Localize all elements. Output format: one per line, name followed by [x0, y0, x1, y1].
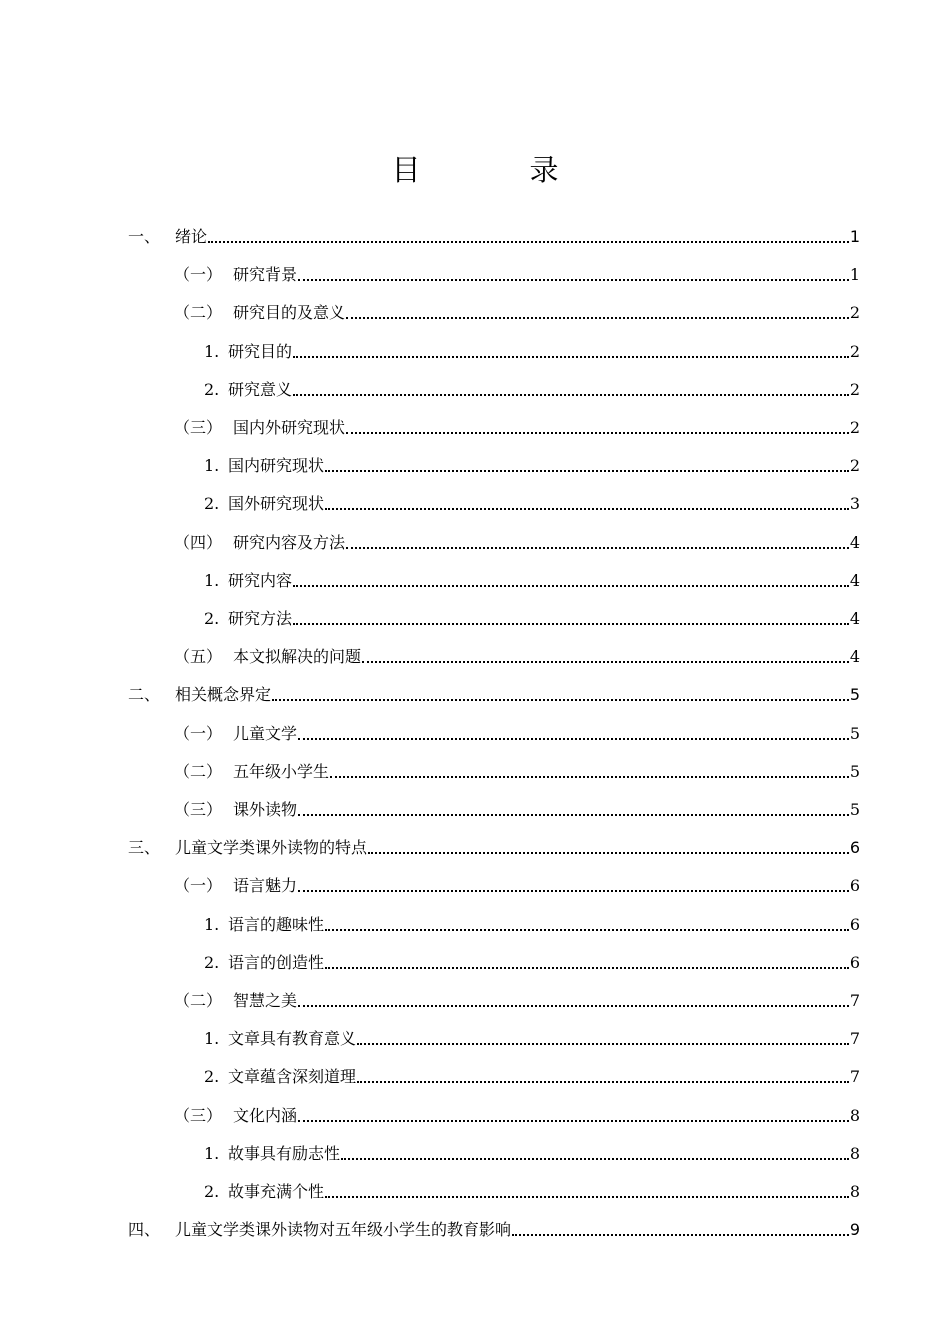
toc-dot-leader — [362, 661, 849, 663]
toc-entry-number: 四、 — [128, 1220, 161, 1240]
toc-entry-text: 故事具有励志性 — [228, 1143, 341, 1163]
toc-entry-level-2[interactable] — [174, 638, 860, 676]
toc-dot-leader — [346, 547, 849, 549]
toc-dot-leader — [325, 508, 849, 510]
toc-entry-number: 1. — [204, 1029, 220, 1049]
toc-entry-level-3[interactable] — [204, 1020, 860, 1058]
toc-entry-number: （一） — [174, 265, 223, 285]
toc-entry-number: 2. — [204, 952, 220, 972]
toc-entry-page-number: 3 — [849, 494, 860, 514]
toc-entry-page-number: 1 — [849, 227, 860, 246]
toc-entry-level-2[interactable] — [174, 867, 860, 905]
toc-entry-number: 1. — [204, 570, 220, 590]
toc-entry-level-3[interactable] — [204, 1135, 860, 1173]
toc-entry-number: （二） — [174, 991, 223, 1010]
toc-dot-leader — [325, 929, 849, 931]
toc-entry-page-number: 5 — [849, 685, 860, 705]
toc-entry-number: 1. — [204, 914, 220, 934]
toc-entry-level-2[interactable] — [174, 982, 860, 1020]
toc-entry-page-number: 6 — [849, 952, 860, 972]
toc-entry-text: 文化内涵 — [233, 1105, 298, 1125]
toc-entry-text: 语言魅力 — [233, 876, 298, 896]
toc-entry-level-3[interactable] — [204, 1058, 860, 1096]
toc-entry-level-3[interactable] — [204, 562, 860, 600]
toc-dot-leader — [325, 470, 849, 472]
toc-dot-leader — [368, 852, 849, 854]
toc-entry-level-2[interactable] — [174, 715, 860, 753]
toc-dot-leader — [346, 432, 849, 434]
toc-entry-text: 课外读物 — [233, 800, 298, 819]
toc-entry-number: 三、 — [128, 838, 161, 858]
toc-entry-number: （二） — [174, 303, 223, 323]
toc-entry-number: 1. — [204, 341, 220, 361]
toc-entry-text: 儿童文学类课外读物对五年级小学生的教育影响 — [175, 1220, 512, 1240]
toc-dot-leader — [272, 699, 849, 701]
toc-entry-text: 文章具有教育意义 — [228, 1029, 357, 1049]
toc-entry-number: （一） — [174, 723, 223, 743]
toc-entry-page-number: 8 — [849, 1143, 860, 1163]
toc-entry-page-number: 7 — [849, 991, 860, 1010]
toc-dot-leader — [512, 1234, 849, 1236]
toc-entry-text: 文章蕴含深刻道理 — [228, 1067, 357, 1087]
toc-dot-leader — [346, 317, 849, 319]
toc-entry-level-1[interactable] — [128, 1211, 860, 1249]
toc-entry-level-3[interactable] — [204, 333, 860, 371]
toc-entry-level-2[interactable] — [174, 409, 860, 447]
toc-entry-page-number: 6 — [849, 838, 860, 858]
toc-entry-number: （五） — [174, 647, 223, 667]
toc-entry-number: （四） — [174, 532, 223, 552]
toc-entry-level-2[interactable] — [174, 256, 860, 294]
toc-entry-level-2[interactable] — [174, 524, 860, 562]
toc-dot-leader — [298, 814, 849, 816]
toc-entry-text: 研究意义 — [228, 379, 293, 399]
toc-entry-level-1[interactable] — [128, 218, 860, 256]
toc-entry-page-number: 6 — [849, 876, 860, 896]
toc-entry-text: 五年级小学生 — [233, 761, 330, 781]
toc-dot-leader — [293, 623, 849, 625]
toc-dot-leader — [298, 738, 849, 740]
toc-entry-text: 研究目的 — [228, 341, 293, 361]
toc-dot-leader — [298, 890, 849, 892]
toc-dot-leader — [208, 241, 849, 243]
toc-entry-page-number: 6 — [849, 914, 860, 934]
toc-dot-leader — [298, 1120, 849, 1122]
toc-entry-page-number: 4 — [849, 647, 860, 667]
toc-entry-text: 语言的创造性 — [228, 952, 325, 972]
toc-entry-text: 国内研究现状 — [228, 456, 325, 476]
toc-entry-number: （三） — [174, 1105, 223, 1125]
toc-entry-text: 故事充满个性 — [228, 1182, 325, 1201]
toc-entry-page-number: 9 — [849, 1220, 860, 1240]
toc-dot-leader — [357, 1081, 849, 1083]
toc-entry-page-number: 8 — [849, 1105, 860, 1125]
toc-entry-text: 儿童文学类课外读物的特点 — [175, 838, 368, 858]
toc-entry-number: 1. — [204, 456, 220, 476]
toc-entry-number: （一） — [174, 876, 223, 896]
toc-entry-level-2[interactable] — [174, 294, 860, 332]
toc-dot-leader — [330, 776, 849, 778]
toc-entry-number: 2. — [204, 1182, 220, 1201]
toc-entry-page-number: 5 — [849, 723, 860, 743]
toc-entry-level-2[interactable] — [174, 1097, 860, 1135]
toc-entry-number: 2. — [204, 609, 220, 628]
toc-dot-leader — [298, 1005, 849, 1007]
toc-entry-number: 2. — [204, 1067, 220, 1087]
toc-entry-page-number: 5 — [849, 800, 860, 819]
toc-entry-text: 相关概念界定 — [175, 685, 272, 705]
toc-entry-text: 智慧之美 — [233, 991, 298, 1010]
toc-dot-leader — [325, 967, 849, 969]
toc-entry-text: 研究目的及意义 — [233, 303, 346, 323]
toc-entry-page-number: 7 — [849, 1067, 860, 1087]
toc-entry-level-3[interactable] — [204, 1173, 860, 1211]
toc-entry-level-3[interactable] — [204, 906, 860, 944]
toc-entry-level-1[interactable] — [128, 829, 860, 867]
toc-dot-leader — [341, 1158, 849, 1160]
toc-entry-page-number: 4 — [849, 532, 860, 552]
toc-entry-text: 国内外研究现状 — [233, 418, 346, 437]
toc-entry-text: 研究背景 — [233, 265, 298, 285]
toc-entry-page-number: 1 — [849, 265, 860, 285]
toc-entry-page-number: 4 — [849, 609, 860, 628]
toc-entry-text: 绪论 — [175, 227, 208, 246]
toc-entry-page-number: 2 — [849, 303, 860, 323]
toc-entry-level-3[interactable] — [204, 485, 860, 523]
toc-entry-level-2[interactable] — [174, 791, 860, 829]
toc-entry-page-number: 2 — [849, 341, 860, 361]
toc-entry-page-number: 7 — [849, 1029, 860, 1049]
toc-entry-number: （二） — [174, 761, 223, 781]
toc-entry-page-number: 8 — [849, 1182, 860, 1201]
toc-entry-number: （三） — [174, 418, 223, 437]
toc-entry-page-number: 2 — [849, 418, 860, 437]
toc-entry-page-number: 5 — [849, 761, 860, 781]
toc-entry-page-number: 2 — [849, 456, 860, 476]
toc-entry-page-number: 4 — [849, 570, 860, 590]
toc-entry-number: 一、 — [128, 227, 161, 246]
toc-entry-level-3[interactable] — [204, 944, 860, 982]
toc-entry-page-number: 2 — [849, 379, 860, 399]
toc-entry-level-3[interactable] — [204, 600, 860, 638]
toc-entry-text: 本文拟解决的问题 — [233, 647, 362, 667]
toc-dot-leader — [293, 585, 849, 587]
toc-entry-text: 语言的趣味性 — [228, 914, 325, 934]
toc-entry-number: 2. — [204, 494, 220, 514]
toc-entry-number: 2. — [204, 379, 220, 399]
toc-entry-number: 1. — [204, 1143, 220, 1163]
toc-dot-leader — [325, 1196, 849, 1198]
toc-entry-level-3[interactable] — [204, 447, 860, 485]
toc-entry-number: （三） — [174, 800, 223, 819]
toc-dot-leader — [293, 394, 849, 396]
toc-dot-leader — [293, 356, 849, 358]
toc-entry-text: 研究方法 — [228, 609, 293, 628]
toc-entry-text: 儿童文学 — [233, 723, 298, 743]
toc-entry-level-1[interactable] — [128, 676, 860, 714]
toc-entry-number: 二、 — [128, 685, 161, 705]
toc-title: 目 录 — [391, 153, 599, 187]
toc-entry-level-2[interactable] — [174, 753, 860, 791]
toc-entry-text: 国外研究现状 — [228, 494, 325, 514]
toc-dot-leader — [298, 279, 849, 281]
toc-entry-level-3[interactable] — [204, 371, 860, 409]
toc-entry-text: 研究内容及方法 — [233, 532, 346, 552]
toc-entry-text: 研究内容 — [228, 570, 293, 590]
toc-dot-leader — [357, 1043, 849, 1045]
